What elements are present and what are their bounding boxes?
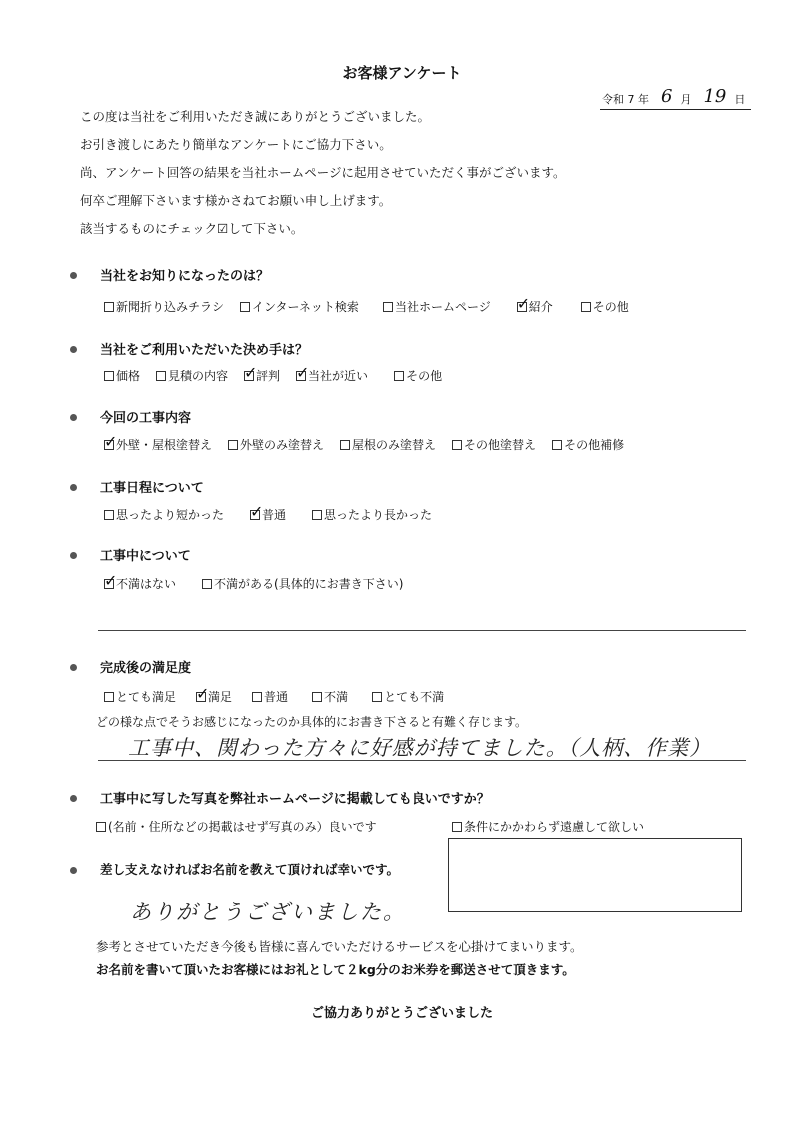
checkbox-icon[interactable] bbox=[96, 822, 106, 832]
checkbox-icon[interactable] bbox=[196, 683, 210, 703]
checkbox-icon[interactable] bbox=[312, 692, 322, 702]
q2-heading: 当社をご利用いただいた決め手は？ bbox=[100, 343, 309, 358]
q4-option[interactable]: 思ったより短かった bbox=[104, 506, 224, 523]
checkmark-icon: ✓ bbox=[104, 431, 118, 451]
bullet-icon bbox=[70, 346, 77, 353]
checkbox-icon[interactable] bbox=[104, 302, 114, 312]
checkmark-icon: ✓ bbox=[250, 501, 264, 521]
q5-option[interactable]: 不満がある(具体的にお書き下さい) bbox=[202, 575, 403, 592]
q6-write-line[interactable] bbox=[98, 760, 746, 761]
checkbox-icon[interactable] bbox=[104, 570, 118, 590]
checkbox-icon[interactable] bbox=[104, 431, 118, 451]
q4-options bbox=[104, 501, 448, 523]
gift-notice: お名前を書いて頂いたお客様にはお礼として２kg分のお米券を郵送させて頂きます。 bbox=[96, 962, 575, 977]
q1-option[interactable]: 当社ホームページ bbox=[383, 298, 491, 315]
date-era: 令和 7 年 bbox=[602, 93, 649, 106]
intro-line: 尚、アンケート回答の結果を当社ホームページに起用させていただく事がございます。 bbox=[80, 165, 566, 180]
q6-option[interactable]: 不満 bbox=[312, 688, 348, 705]
q2-option[interactable]: ✓ 当社が近い bbox=[296, 362, 369, 383]
q1-option[interactable]: 新聞折り込みチラシ bbox=[104, 298, 224, 315]
checkbox-icon[interactable] bbox=[252, 692, 262, 702]
q5-heading: 工事中について bbox=[100, 549, 191, 564]
q6-options bbox=[104, 683, 460, 705]
checkbox-icon[interactable] bbox=[202, 579, 212, 589]
q2-options bbox=[104, 362, 458, 384]
date-day-value: 19 bbox=[703, 86, 727, 107]
q8-heading: 差し支えなければお名前を教えて頂ければ幸いです。 bbox=[100, 862, 400, 877]
q3-option[interactable]: 屋根のみ塗替え bbox=[340, 436, 436, 453]
q3-option[interactable]: 外壁のみ塗替え bbox=[228, 436, 324, 453]
bullet-icon bbox=[70, 414, 77, 421]
checkbox-icon[interactable] bbox=[452, 440, 462, 450]
q4-heading: 工事日程について bbox=[100, 481, 204, 496]
bullet-icon bbox=[70, 664, 77, 671]
checkmark-icon: ✓ bbox=[104, 570, 118, 590]
checkmark-icon: ✓ bbox=[196, 683, 210, 703]
name-input-box[interactable] bbox=[448, 838, 742, 912]
thanks-line: ご協力ありがとうございました bbox=[310, 1006, 493, 1021]
checkmark-icon: ✓ bbox=[296, 362, 310, 382]
intro-line: 何卒ご理解下さいます様かさねてお願い申し上げます。 bbox=[80, 193, 392, 208]
checkbox-icon[interactable] bbox=[250, 501, 264, 521]
q2-option[interactable]: ✓ 評判 bbox=[244, 362, 281, 383]
checkbox-icon[interactable] bbox=[156, 371, 166, 381]
q3-option[interactable]: その他塗替え bbox=[452, 436, 536, 453]
q6-option[interactable]: ✓ 満足 bbox=[196, 683, 233, 704]
bullet-icon bbox=[70, 867, 77, 874]
checkbox-icon[interactable] bbox=[452, 822, 462, 832]
q5-write-line[interactable] bbox=[98, 630, 746, 631]
checkbox-icon[interactable] bbox=[244, 362, 258, 382]
q6-option[interactable]: とても不満 bbox=[372, 688, 444, 705]
q1-option[interactable]: インターネット検索 bbox=[240, 298, 359, 315]
q2-option[interactable]: その他 bbox=[394, 367, 442, 384]
q8-handwritten-message: ありがとうございました。 bbox=[130, 900, 406, 924]
checkbox-icon[interactable] bbox=[104, 510, 114, 520]
q1-options bbox=[104, 293, 645, 315]
q3-heading: 今回の工事内容 bbox=[100, 411, 192, 426]
checkbox-icon[interactable] bbox=[516, 293, 531, 313]
q7-heading: 工事中に写した写真を弊社ホームページに掲載しても良いですか？ bbox=[100, 792, 490, 807]
checkbox-icon[interactable] bbox=[104, 371, 114, 381]
q6-option[interactable]: 普通 bbox=[252, 688, 288, 705]
intro-line: この度は当社をご利用いただき誠にありがとうございました。 bbox=[80, 109, 431, 124]
checkbox-icon[interactable] bbox=[240, 302, 250, 312]
bullet-icon bbox=[70, 272, 77, 279]
checkbox-icon[interactable] bbox=[581, 302, 591, 312]
q3-option[interactable]: その他補修 bbox=[552, 436, 624, 453]
q1-option[interactable]: その他 bbox=[581, 298, 629, 315]
q4-option[interactable]: ✓ 普通 bbox=[250, 501, 287, 522]
q6-heading: 完成後の満足度 bbox=[100, 661, 192, 676]
page-title: お客様アンケート bbox=[342, 64, 462, 82]
intro-line: お引き渡しにあたり簡単なアンケートにご協力下さい。 bbox=[80, 137, 392, 152]
q5-options bbox=[104, 570, 419, 592]
q6-prompt: どの様な点でそうお感じになったのか具体的にお書き下さると有難く存じます。 bbox=[96, 715, 528, 729]
intro-line: 該当するものにチェック☑して下さい。 bbox=[80, 221, 304, 236]
checkbox-icon[interactable] bbox=[312, 510, 322, 520]
q2-option[interactable]: 見積の内容 bbox=[156, 367, 228, 384]
bullet-icon bbox=[70, 484, 77, 491]
q6-option[interactable]: とても満足 bbox=[104, 688, 176, 705]
checkbox-icon[interactable] bbox=[104, 692, 114, 702]
checkbox-icon[interactable] bbox=[394, 371, 404, 381]
q3-options bbox=[104, 431, 640, 453]
checkbox-icon[interactable] bbox=[383, 302, 393, 312]
date-month-value: 6 bbox=[661, 86, 673, 107]
checkbox-icon[interactable] bbox=[296, 362, 310, 382]
checkbox-icon[interactable] bbox=[340, 440, 350, 450]
q1-heading: 当社をお知りになったのは？ bbox=[100, 269, 270, 284]
date-day-unit: 日 bbox=[734, 93, 746, 106]
checkbox-icon[interactable] bbox=[372, 692, 382, 702]
checkbox-icon[interactable] bbox=[228, 440, 238, 450]
q7-option-2[interactable]: 条件にかかわらず遠慮して欲しい bbox=[452, 818, 644, 835]
bullet-icon bbox=[70, 552, 77, 559]
q7-option-1[interactable]: (名前・住所などの掲載はせず写真のみ）良いです bbox=[96, 818, 377, 835]
q1-option[interactable]: ✓ 紹介 bbox=[516, 293, 553, 314]
q6-handwritten-answer: 工事中、関わった方々に好感が持てました。（人柄、作業） bbox=[128, 736, 712, 760]
checkbox-icon[interactable] bbox=[552, 440, 562, 450]
bullet-icon bbox=[70, 795, 77, 802]
date-month-unit: 月 bbox=[680, 93, 692, 106]
q4-option[interactable]: 思ったより長かった bbox=[312, 506, 432, 523]
q3-option[interactable]: ✓ 外壁・屋根塗替え bbox=[104, 431, 213, 452]
checkmark-icon: ✓ bbox=[516, 293, 531, 313]
q5-option[interactable]: ✓ 不満はない bbox=[104, 570, 177, 591]
q2-option[interactable]: 価格 bbox=[104, 367, 140, 384]
checkmark-icon: ✓ bbox=[244, 362, 258, 382]
date-field bbox=[600, 86, 751, 110]
closing-line: 参考とさせていただき今後も皆様に喜んでいただけるサービスを心掛けてまいります。 bbox=[96, 939, 583, 954]
